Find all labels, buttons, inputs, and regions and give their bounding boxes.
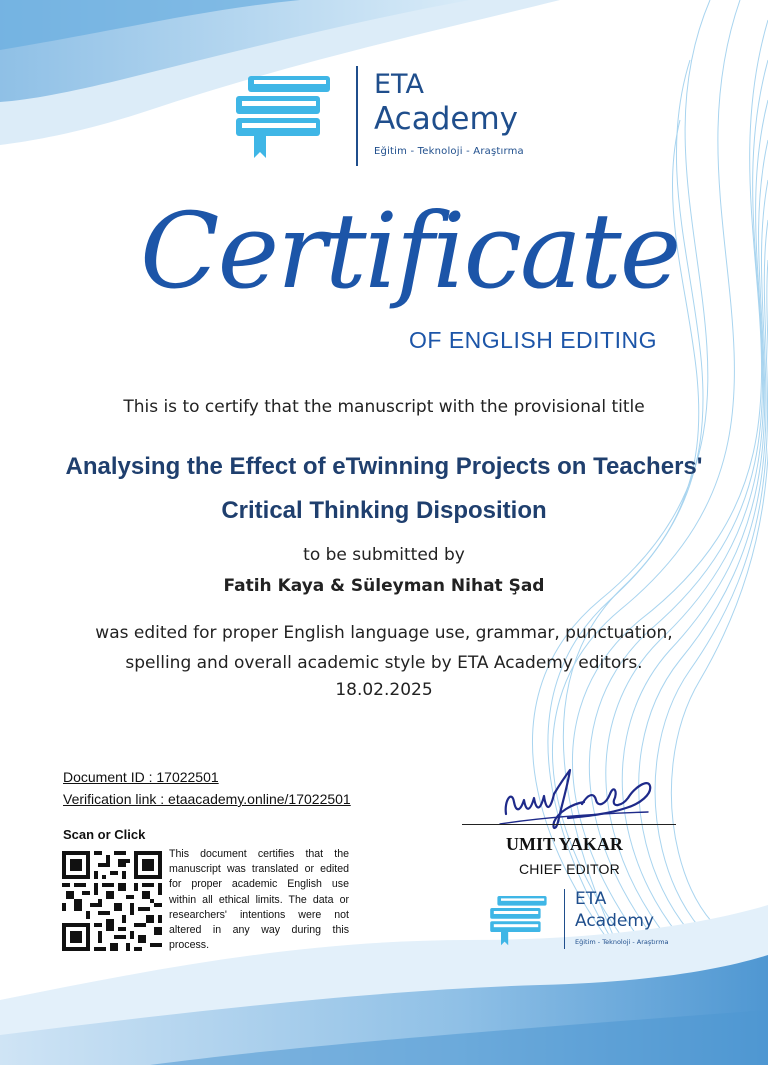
manuscript-title-line1: Analysing the Effect of eTwinning Projects on Teachers' xyxy=(65,453,703,480)
certify-intro: This is to certify that the manuscript with the provisional title xyxy=(123,397,645,417)
qr-code[interactable] xyxy=(62,851,162,951)
certificate-heading: Certificate xyxy=(140,190,680,312)
certificate-date: 18.02.2025 xyxy=(335,680,433,700)
small-logo-name-line1: ETA xyxy=(575,889,607,909)
disclaimer-text: This document certifies that the manuscript was translated or edited for proper academic English use within all ethical limits. The data or researchers' intentions were not altered in any way during this process. xyxy=(169,848,349,952)
editing-statement-line2: spelling and overall academic style by ETA Academy editors. xyxy=(125,653,643,673)
scan-label: Scan or Click xyxy=(63,827,146,842)
signer-role: CHIEF EDITOR xyxy=(519,861,620,877)
signature-line xyxy=(462,824,676,825)
logo-divider xyxy=(356,66,358,166)
authors: Fatih Kaya & Süleyman Nihat Şad xyxy=(223,576,545,596)
signer-name: UMIT YAKAR xyxy=(506,834,623,854)
verification-link[interactable]: Verification link : etaacademy.online/17022501 xyxy=(63,791,351,807)
small-book-stack-logo-icon xyxy=(489,893,555,947)
logo-tagline: Eğitim - Teknoloji - Araştırma xyxy=(374,146,524,157)
manuscript-title xyxy=(0,445,768,533)
logo-name-line2: Academy xyxy=(374,101,518,137)
document-id-link[interactable]: Document ID : 17022501 xyxy=(63,769,219,785)
submitted-by-text: to be submitted by xyxy=(303,545,465,565)
certificate-subheading: OF ENGLISH EDITING xyxy=(409,327,657,353)
manuscript-title-line2: Critical Thinking Disposition xyxy=(221,497,547,524)
editing-statement-line1: was edited for proper English language use, grammar, punctuation, xyxy=(95,623,673,643)
small-logo-divider xyxy=(564,889,565,949)
book-stack-logo-icon xyxy=(234,72,344,160)
editing-statement xyxy=(0,618,768,678)
small-logo-tagline: Eğitim - Teknoloji - Araştırma xyxy=(575,938,669,946)
logo-name-line1: ETA xyxy=(374,69,424,100)
small-logo-name-line2: Academy xyxy=(575,911,654,931)
